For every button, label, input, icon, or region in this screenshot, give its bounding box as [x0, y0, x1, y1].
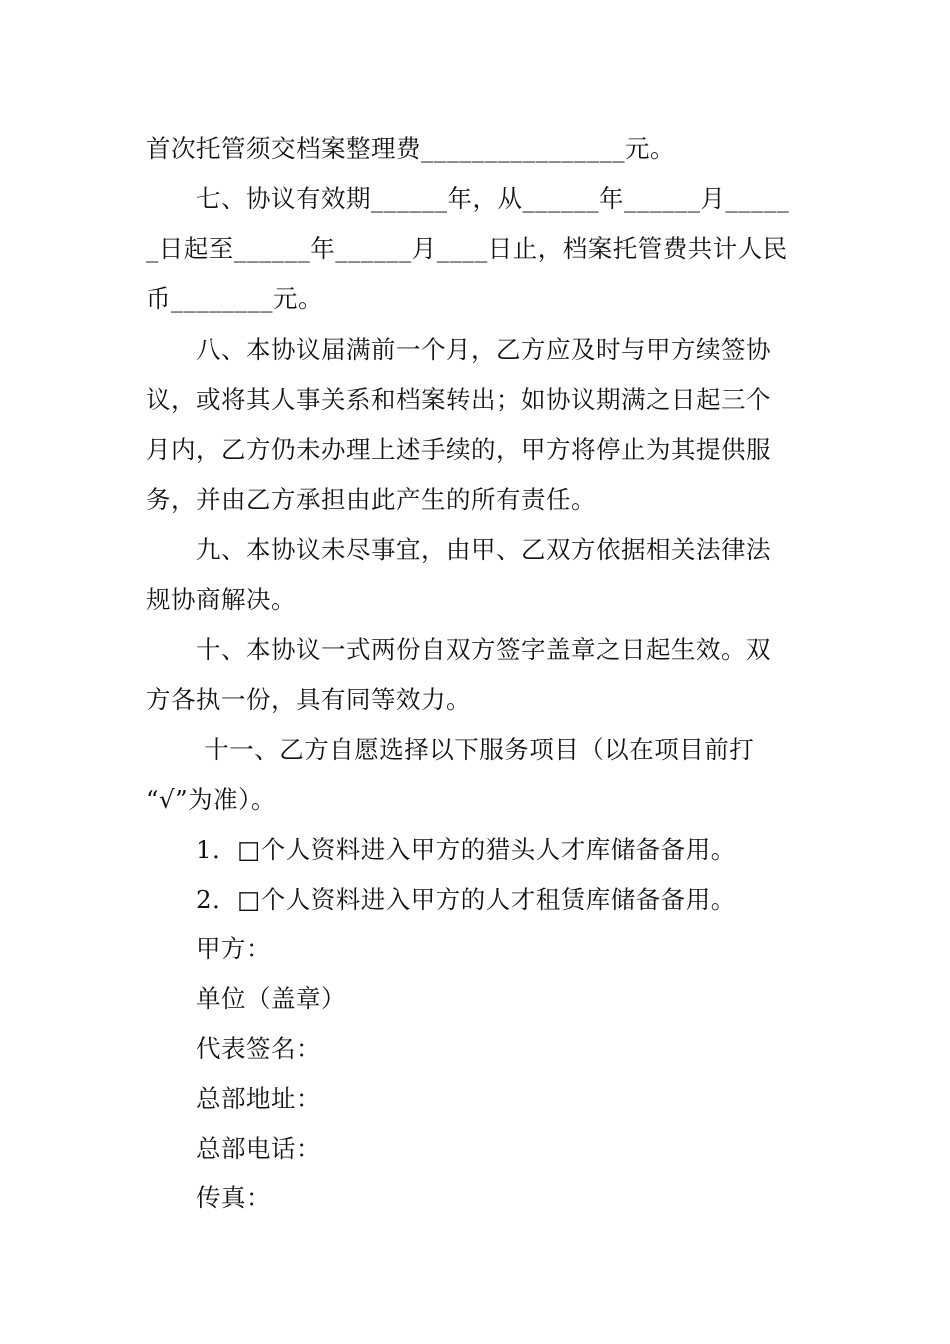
- clause-7-line-3: 币________元。: [146, 284, 323, 313]
- service-option-2: 2．□个人资料进入甲方的人才租赁库储备备用。: [196, 885, 736, 914]
- clause-11-line-2: “√”为准）。: [146, 785, 276, 814]
- clause-7-line-1: 七、协议有效期______年，从______年______月_____: [196, 184, 790, 213]
- clause-7-line-2: _日起至______年______月____日止，档案托管费共计人民: [146, 234, 788, 263]
- clause-8-line-3: 月内，乙方仍未办理上述手续的，甲方将停止为其提供服: [146, 435, 771, 464]
- clause-9-line-2: 规协商解决。: [146, 585, 296, 614]
- fax-label: 传真：: [196, 1183, 271, 1212]
- party-a-label: 甲方：: [196, 934, 271, 963]
- text-line: 首次托管须交档案整理费________________元。: [146, 134, 675, 163]
- service-option-1: 1．□个人资料进入甲方的猎头人才库储备备用。: [196, 835, 736, 864]
- clause-11-line-1: 十一、乙方自愿选择以下服务项目（以在项目前打: [196, 735, 755, 764]
- clause-9-line-1: 九、本协议未尽事宜，由甲、乙双方依据相关法律法: [196, 535, 771, 564]
- clause-10-line-1: 十、本协议一式两份自双方签字盖章之日起生效。双: [196, 635, 771, 664]
- unit-seal-label: 单位（盖章）: [196, 984, 346, 1013]
- clause-8-line-1: 八、本协议届满前一个月，乙方应及时与甲方续签协: [196, 335, 771, 364]
- headquarters-address-label: 总部地址：: [196, 1084, 321, 1113]
- clause-8-line-2: 议，或将其人事关系和档案转出；如协议期满之日起三个: [146, 385, 771, 414]
- representative-signature-label: 代表签名：: [196, 1034, 321, 1063]
- clause-8-line-4: 务，并由乙方承担由此产生的所有责任。: [146, 485, 596, 514]
- headquarters-phone-label: 总部电话：: [196, 1134, 321, 1163]
- clause-10-line-2: 方各执一份，具有同等效力。: [146, 685, 471, 714]
